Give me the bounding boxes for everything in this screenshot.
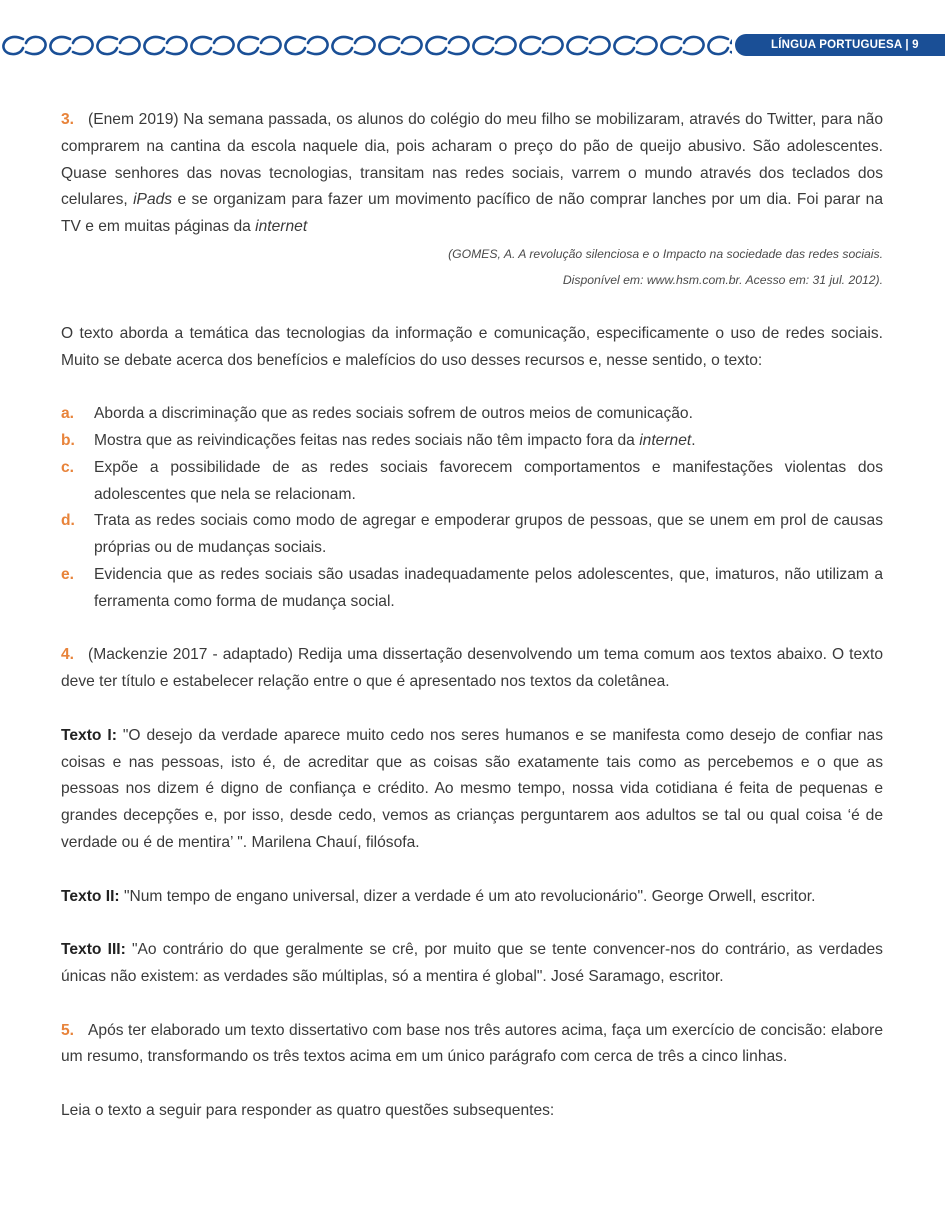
chain-links bbox=[3, 37, 732, 54]
question-3-prompt: O texto aborda a temática das tecnologias da informação e comunicação, especificamente o uso de redes sociais. Muito se debate acerca dos benefícios e malefícios do uso desses recursos e, nesse sentido, o texto: bbox=[61, 324, 883, 369]
footer-instruction: Leia o texto a seguir para responder as quatro questões subsequentes: bbox=[61, 1101, 555, 1119]
question-number: 3. bbox=[61, 111, 75, 128]
option-e: e. Evidencia que as redes sociais são usadas inadequadamente pelos adolescentes, que, imaturos, não utilizam a ferramenta como forma de mudança social. bbox=[61, 565, 883, 610]
citation-line-1: (GOMES, A. A revolução silenciosa e o Impacto na sociedade das redes sociais. bbox=[448, 246, 883, 261]
question-4-text: 4. (Mackenzie 2017 - adaptado) Redija uma dissertação desenvolvendo um tema comum aos textos abaixo. O texto deve ter título e estabelecer relação entre o que é apresentado nos textos da coletânea. bbox=[61, 646, 883, 691]
page-content bbox=[61, 107, 883, 1125]
option-b: b. Mostra que as reivindicações feitas nas redes sociais não têm impacto fora da internet. bbox=[61, 431, 696, 449]
texto-2: Texto II: "Num tempo de engano universal, dizer a verdade é um ato revolucionário". George Orwell, escritor. bbox=[61, 887, 816, 905]
question-3-text: 3. (Enem 2019) Na semana passada, os alunos do colégio do meu filho se mobilizaram, através do Twitter, para não comprarem na cantina da escola naquele dia, pois acharam o preço do pão de queijo abusivo. São adolescentes. Quase senhores das novas tecnologias, transitam nas redes sociais, varrem o mundo através dos teclados dos celulares, iPads e se organizam para fazer um movimento pacífico de não comprar lanches por um dia. Foi parar na TV e em muitas páginas da internet bbox=[61, 111, 883, 236]
chain-decoration-icon bbox=[0, 34, 732, 58]
texto-1: Texto I: "O desejo da verdade aparece muito cedo nos seres humanos e se manifesta como desejo de confiar nas coisas e nas pessoas, isto é, de acreditar que as coisas são exatamente tais como as percebemos e o que as pessoas nos dizem é digno de confiança e crédito. Ao mesmo tempo, nossa vida cotidiana é feita de pequenas e grandes decepções e, por isso, desde cedo, vemos as crianças perguntarem aos adultos se tal ou qual coisa ‘é de verdade ou é de mentira’ ". Marilena Chauí, filósofa. bbox=[61, 726, 883, 851]
texto-3: Texto III: "Ao contrário do que geralmente se crê, por muito que se tente convencer-nos do contrário, as verdades únicas não existem: as verdades são múltiplas, só a mentira é global". José Saramago, escritor. bbox=[61, 941, 883, 985]
option-c: c. Expõe a possibilidade de as redes sociais favorecem comportamentos e manifestações violentas dos adolescentes que nela se relacionam. bbox=[61, 458, 883, 503]
question-5-text: 5. Após ter elaborado um texto dissertativo com base nos três autores acima, faça um exercício de concisão: elabore um resumo, transformando os três textos acima em um único parágrafo com cerca de três a cinco linhas. bbox=[61, 1021, 883, 1066]
question-number: 4. bbox=[61, 646, 75, 664]
option-d: d. Trata as redes sociais como modo de agregar e empoderar grupos de pessoas, que se unem em prol de causas próprias ou de mudanças sociais. bbox=[61, 512, 883, 557]
option-a: a. Aborda a discriminação que as redes sociais sofrem de outros meios de comunicação. bbox=[61, 405, 693, 423]
question-number: 5. bbox=[61, 1021, 75, 1039]
section-badge: LÍNGUA PORTUGUESA | 9 bbox=[735, 34, 945, 56]
page-header bbox=[0, 30, 945, 62]
citation-line-2: Disponível em: www.hsm.com.br. Acesso em: 31 jul. 2012). bbox=[562, 273, 883, 288]
